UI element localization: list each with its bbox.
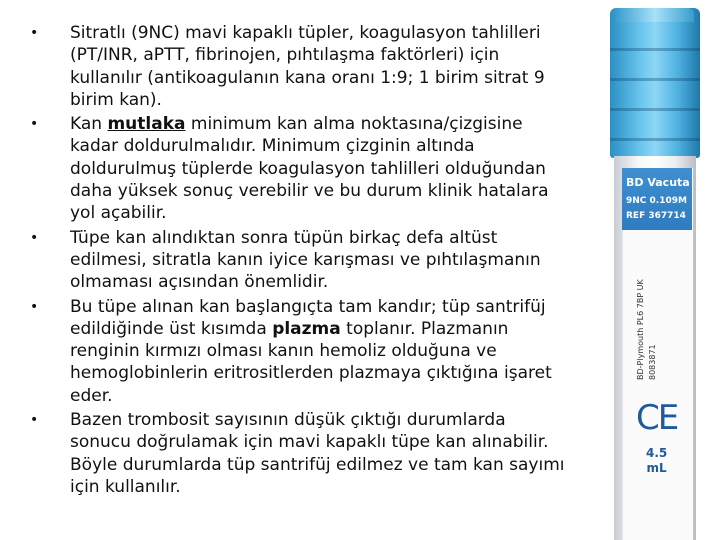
cap-ridge bbox=[610, 48, 700, 51]
bullet-dot: • bbox=[30, 25, 39, 41]
tube-volume bbox=[646, 446, 667, 476]
bullet-dot: • bbox=[30, 116, 39, 133]
bullet-item-5 bbox=[30, 409, 570, 498]
emphasis-plazma: plazma bbox=[272, 318, 341, 339]
bullet-text-after: minimum kan alma noktasına/çizgisine kadar doldurulmalıdır. Minimum çizginin altında doldurulmuş tüplerde koagulasyon tahlilleri olduğundan daha yüksek sonuç verebilir ve bu durum klinik hatalara yol açabilir. bbox=[70, 114, 549, 224]
ce-mark: CE bbox=[636, 398, 678, 438]
bullet-text-before: Bu tüpe alınan kan başlangıçta tam kandır; tüp santrifüj edildiğinde üst kısımda bbox=[70, 296, 546, 339]
bullet-text-after: toplanır. Plazmanın renginin kırmızı olması kanın hemoliz olduğuna ve hemoglobinlerin eritrositlerden plazmaya çıktığına işaret eder. bbox=[70, 318, 552, 406]
tube-brand: BD Vacuta bbox=[626, 176, 690, 189]
tube-cap bbox=[610, 8, 700, 158]
bullet-item-4 bbox=[30, 296, 570, 407]
bullet-text-before: Kan bbox=[70, 114, 108, 135]
tube-ref: REF 367714 bbox=[626, 211, 686, 221]
volume-unit: mL bbox=[646, 461, 667, 475]
cap-top bbox=[616, 8, 694, 22]
bullet-dot: • bbox=[30, 412, 39, 429]
bullet-text: Tüpe kan alındıktan sonra tüpün birkaç defa altüst edilmesi, sitratla kanın iyice karışması ve pıhtılaşmanın olmaması açısından önemlidir. bbox=[70, 227, 541, 293]
bullet-text: Sitratlı (9NC) mavi kapaklı tüpler, koagulasyon tahlilleri (PT/INR, aPTT, fibrinojen, pıhtılaşma faktörleri) için kullanılır (antikoagulanın kana oranı 1:9; 1 birim sitrat 9 birim kan). bbox=[70, 23, 545, 110]
content-area bbox=[30, 22, 570, 500]
tube-lot: 8083871 bbox=[648, 344, 657, 380]
tube-code: 9NC 0.109M bbox=[626, 196, 687, 206]
blood-tube-image bbox=[610, 0, 720, 540]
bullet-item-1 bbox=[30, 22, 570, 111]
bullet-dot: • bbox=[30, 298, 39, 315]
cap-ridge bbox=[610, 138, 700, 141]
bullet-item-3 bbox=[30, 227, 570, 294]
volume-value: 4.5 bbox=[646, 446, 668, 460]
bullet-list bbox=[30, 22, 570, 498]
cap-ridge bbox=[610, 78, 700, 81]
emphasis-mutlaka: mutlaka bbox=[107, 114, 186, 135]
bullet-text: Bazen trombosit sayısının düşük çıktığı durumlarda sonucu doğrulamak için mavi kapaklı tüpe kan alınabilir. Böyle durumlarda tüp santrifüj edilmez ve tam kan sayımı için kullanılır. bbox=[70, 410, 565, 497]
cap-ridge bbox=[610, 108, 700, 111]
bullet-item-2 bbox=[30, 113, 570, 224]
bullet-dot: • bbox=[30, 229, 39, 246]
tube-manufacturer: BD-Plymouth PL6 7BP UK bbox=[636, 279, 645, 380]
